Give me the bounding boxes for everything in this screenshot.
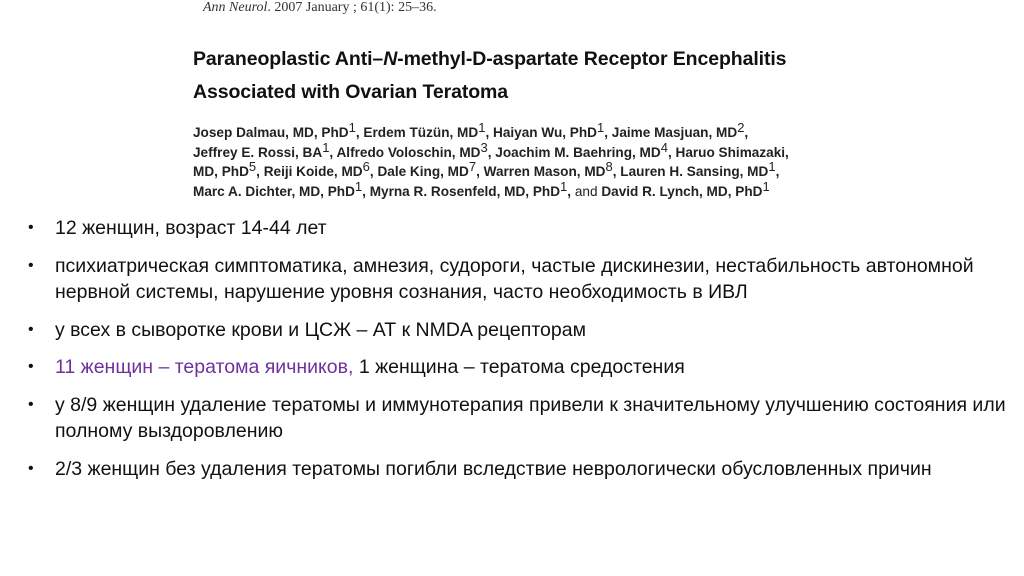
author-affiliation: 1 — [322, 139, 330, 155]
author-name: Josep Dalmau, MD, PhD — [193, 125, 349, 140]
author-separator: , — [485, 125, 493, 140]
author-separator: , — [369, 164, 378, 179]
bullet-item — [28, 392, 1008, 445]
author-name: Marc A. Dichter, MD, PhD — [193, 183, 355, 199]
author-name: Haiyan Wu, PhD — [493, 125, 597, 140]
author-line — [193, 178, 883, 202]
author-separator: , — [567, 183, 575, 199]
bullet-item — [28, 215, 1008, 242]
author-separator: , — [256, 164, 264, 179]
author-name: Jaime Masjuan, MD — [611, 125, 738, 140]
bullet-dot: • — [28, 358, 34, 375]
author-name: Dale King, MD — [377, 164, 469, 179]
bullet-dot: • — [28, 256, 34, 274]
author-conjunction: and — [574, 183, 602, 199]
bullet-item — [28, 317, 1008, 344]
author-separator: , — [612, 164, 621, 179]
author-list — [193, 120, 883, 201]
author-affiliation: 5 — [248, 159, 257, 174]
author-separator: , — [775, 164, 780, 179]
author-name: Jeffrey E. Rossi, BA — [193, 144, 323, 160]
author-name: Lauren H. Sansing, MD — [620, 164, 769, 179]
bullet-text: 12 женщин, возраст 14-44 лет — [55, 217, 327, 239]
author-name: Reiji Koide, MD — [263, 164, 363, 179]
author-affiliation: 4 — [660, 139, 668, 155]
author-line — [193, 159, 883, 182]
citation-line — [203, 0, 437, 16]
author-affiliation: 1 — [768, 159, 776, 174]
author-separator: , — [476, 164, 484, 179]
author-affiliation: 1 — [478, 120, 486, 135]
author-affiliation: 1 — [762, 178, 770, 194]
author-affiliation: 1 — [596, 120, 605, 135]
bullet-text: психиатрическая симптоматика, амнезия, судороги, частые дискинезии, нестабильность автономной нервной системы, нарушение уровня сознания, часто необходимость в ИВЛ — [55, 254, 974, 303]
title-italic-n: N — [383, 48, 398, 70]
author-line — [193, 139, 883, 163]
author-name: Myrna R. Rosenfeld, MD, PhD — [369, 183, 561, 199]
bullet-dot: • — [28, 459, 34, 477]
bullet-item — [28, 456, 1008, 483]
author-affiliation: 1 — [560, 178, 568, 194]
author-separator: , — [355, 125, 364, 140]
author-separator: , — [744, 125, 749, 140]
bullet-item — [28, 354, 1008, 381]
author-name: Joachim M. Baehring, MD — [495, 144, 661, 160]
author-separator: , — [329, 144, 337, 160]
journal-name: Ann Neurol — [203, 0, 268, 15]
title-line-2: Associated with Ovarian Teratoma — [193, 81, 509, 103]
author-line — [193, 120, 883, 143]
author-name: Warren Mason, MD — [483, 164, 606, 179]
bullet-text: 2/3 женщин без удаления тератомы погибли вследствие неврологически обусловленных причин — [55, 457, 932, 480]
author-affiliation: 1 — [348, 120, 356, 135]
author-separator: , — [362, 183, 370, 199]
author-name: MD, PhD — [193, 164, 249, 179]
bullet-dot: • — [28, 395, 34, 413]
author-affiliation: 1 — [354, 178, 363, 194]
author-separator: , — [667, 144, 676, 160]
author-separator: , — [487, 144, 496, 160]
bullet-text: у 8/9 женщин удаление тератомы и иммунотерапия привели к значительному улучшению состояния или полному выздоровлению — [55, 393, 1006, 442]
author-affiliation: 7 — [468, 159, 477, 174]
author-separator: , — [604, 125, 612, 140]
author-name: David R. Lynch, MD, PhD — [601, 183, 763, 199]
title-part-2: -methyl-D-aspartate Receptor Encephalitis — [397, 48, 787, 70]
bullet-highlight-text: 11 женщин – тератома яичников, — [55, 356, 354, 378]
author-affiliation: 8 — [605, 159, 613, 174]
bullet-text: 1 женщина – тератома средостения — [353, 356, 685, 378]
bullet-text: у всех в сыворотке крови и ЦСЖ – АТ к NMDA рецепторам — [55, 318, 586, 341]
bullet-list — [28, 215, 1008, 493]
author-name: Erdem Tüzün, MD — [363, 125, 479, 140]
author-affiliation: 3 — [480, 139, 488, 155]
title-line-1 — [193, 43, 893, 76]
title-part-1: Paraneoplastic Anti– — [193, 48, 384, 70]
author-name: Haruo Shimazaki, — [675, 144, 789, 160]
bullet-dot: • — [28, 320, 34, 338]
author-name: Alfredo Voloschin, MD — [336, 144, 481, 160]
author-affiliation: 6 — [362, 159, 370, 174]
bullet-item — [28, 253, 1008, 306]
citation-details: . 2007 January ; 61(1): 25–36. — [267, 0, 437, 15]
author-affiliation: 2 — [737, 120, 745, 135]
bullet-dot: • — [28, 219, 34, 236]
paper-title — [193, 43, 893, 109]
